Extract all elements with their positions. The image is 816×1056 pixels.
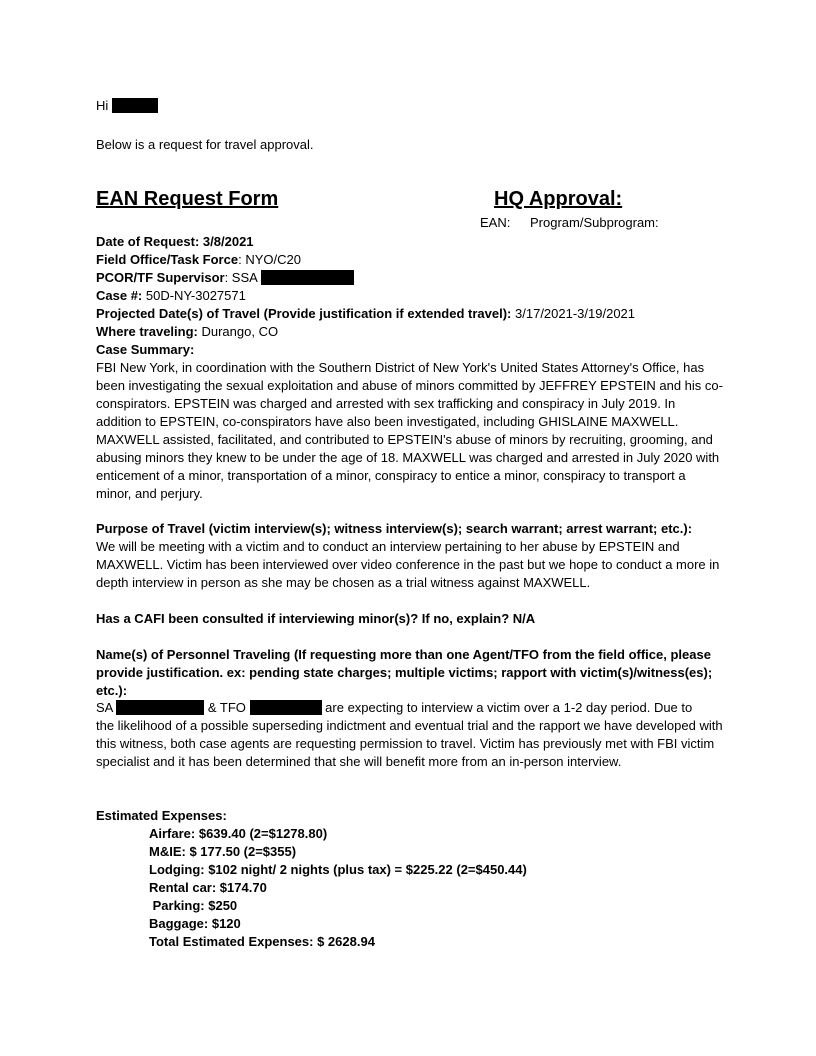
expense-parking: Parking: $250 <box>149 898 238 913</box>
where-value: Durango, CO <box>201 324 279 339</box>
hq-approval-title: HQ Approval: <box>494 188 623 210</box>
redaction-block <box>116 700 204 715</box>
where-label: Where traveling: <box>96 324 198 339</box>
cafi-question: Has a CAFI been consulted if interviewing minor(s)? If no, explain? N/A <box>96 611 536 626</box>
case-value: 50D-NY-3027571 <box>145 288 246 303</box>
case-number <box>96 287 246 305</box>
greeting-text: Hi <box>96 98 109 113</box>
expense-lodging: Lodging: $102 night/ 2 nights (plus tax) = $225.22 (2=$450.44) <box>149 862 527 877</box>
personnel-first-line <box>96 699 692 717</box>
ean-label: EAN: <box>480 215 511 230</box>
redaction-block <box>261 270 354 285</box>
date-of-request <box>96 233 254 251</box>
where-traveling <box>96 323 278 341</box>
date-label: Date of Request: <box>96 234 200 249</box>
case-summary-text: FBI New York, in coordination with the Southern District of New York's United States Attorney's Office, has been investigating the sexual exploitation and abuse of minors committed by JEFFREY EPSTEIN and his co-conspirators. EPSTEIN was charged and arrested with sex trafficking and conspiracy in July 2019. In addition to EPSTEIN, co-conspirators have also been investigated, including GHISLAINE MAXWELL. MAXWELL assisted, facilitated, and contributed to EPSTEIN's abuse of minors by recruiting, grooming, and abusing minors they knew to be under the age of 18. MAXWELL was charged and arrested in July 2020 with enticement of a minor, transportation of a minor, conspiracy to entice a minor, conspiracy to transport a minor, and perjury. <box>96 360 723 501</box>
purpose-label: Purpose of Travel (victim interview(s); witness interview(s); search warrant; arrest warrant; etc.): <box>96 521 693 536</box>
dates-label: Projected Date(s) of Travel (Provide justification if extended travel): <box>96 306 512 321</box>
expense-mie: M&IE: $ 177.50 (2=$355) <box>149 844 297 859</box>
expense-rental-car: Rental car: $174.70 <box>149 880 267 895</box>
intro-text: Below is a request for travel approval. <box>96 137 314 152</box>
travel-dates <box>96 305 635 323</box>
redaction-block <box>250 700 322 715</box>
office-value: : NYO/C20 <box>238 252 301 267</box>
supervisor-line <box>96 269 354 287</box>
personnel-text: the likelihood of a possible superseding indictment and eventual trial and the rapport we have developed with this witness, both case agents are requesting permission to travel. Victim has previously met with FBI victim specialist and it has been determined that she will benefit more from an in-person interview. <box>96 718 723 769</box>
purpose-text: We will be meeting with a victim and to conduct an interview pertaining to her abuse by EPSTEIN and MAXWELL. Victim has been interviewed over video conference in the past but we hope to conduct a more in depth interview in person as she may be chosen as a trial witness against MAXWELL. <box>96 539 720 590</box>
personnel-label: Name(s) of Personnel Traveling (If requesting more than one Agent/TFO from the field office, please provide justification. ex: pending state charges; multiple victims; rapport with victim(s)/witness(es); etc.): <box>96 647 713 698</box>
expense-baggage: Baggage: $120 <box>149 916 241 931</box>
personnel-rest-first: are expecting to interview a victim over a 1-2 day period. Due to <box>325 700 693 715</box>
personnel-tfo: & TFO <box>207 700 246 715</box>
field-office <box>96 251 301 269</box>
redaction-block <box>112 98 158 113</box>
expense-airfare: Airfare: $639.40 (2=$1278.80) <box>149 826 328 841</box>
supervisor-label: PCOR/TF Supervisor <box>96 270 225 285</box>
case-label: Case #: <box>96 288 143 303</box>
date-value: 3/8/2021 <box>202 234 254 249</box>
supervisor-value: : SSA <box>224 270 258 285</box>
expense-total: Total Estimated Expenses: $ 2628.94 <box>149 934 375 949</box>
personnel-sa: SA <box>96 700 113 715</box>
case-summary-label: Case Summary: <box>96 342 195 357</box>
expenses-label: Estimated Expenses: <box>96 808 227 823</box>
form-title: EAN Request Form <box>96 188 279 210</box>
dates-value: 3/17/2021-3/19/2021 <box>515 306 636 321</box>
greeting-line <box>96 97 158 115</box>
program-label: Program/Subprogram: <box>530 215 659 230</box>
office-label: Field Office/Task Force <box>96 252 239 267</box>
